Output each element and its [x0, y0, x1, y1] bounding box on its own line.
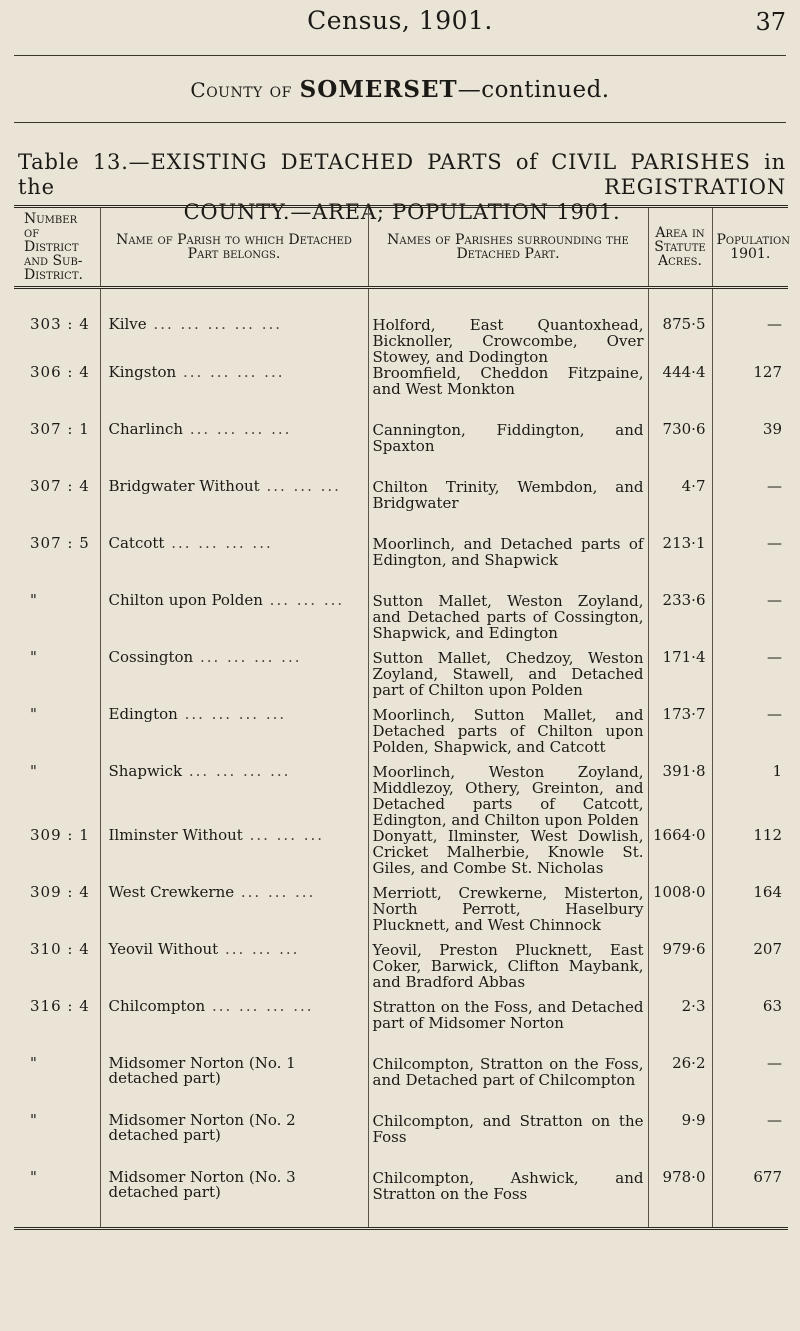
cell-surrounding: Moorlinch, Weston Zoyland, Middlezoy, Othery, Greinton, and Detached parts of Catcott, Edington, and Chilton upon Polden [368, 764, 648, 828]
cell-district: 309 : 4 [30, 883, 90, 901]
cell-parish-name: Midsomer Norton (No. 1 detached part) [100, 1056, 368, 1113]
cell-population: 127 [712, 365, 788, 422]
cell-area: 233·6 [648, 593, 712, 650]
cell-surrounding: Moorlinch, Sutton Mallet, and Detached parts of Chilton upon Polden, Shapwick, and Catcott [368, 707, 648, 764]
parish-name: Ilminster Without [108, 826, 243, 844]
cell-parish-name: Ilminster Without ... ... ... [100, 828, 368, 885]
table-row [14, 707, 788, 764]
cell-population: — [712, 650, 788, 707]
cell-parish-name: Catcott ... ... ... ... [100, 536, 368, 593]
col-header-district: Number of District and Sub-District. [14, 207, 100, 288]
table-row [14, 999, 788, 1056]
cell-district: 316 : 4 [30, 997, 90, 1015]
cell-area: 1664·0 [648, 828, 712, 885]
cell-population: — [712, 593, 788, 650]
parish-name: Edington [108, 705, 178, 723]
cell-area: 730·6 [648, 422, 712, 479]
cell-surrounding: Chilcompton, Stratton on the Foss, and Detached part of Chilcompton [368, 1056, 648, 1113]
cell-surrounding: Donyatt, Ilminster, West Dowlish, Cricket Malherbie, Knowle St. Giles, and Combe St. Nicholas [368, 828, 648, 885]
page-header [0, 6, 800, 46]
county-title [0, 76, 800, 103]
cell-district: " [30, 1054, 38, 1072]
cell-surrounding: Merriott, Crewkerne, Misterton, North Perrott, Haselbury Plucknett, and West Chinnock [368, 885, 648, 942]
cell-parish-name: Charlinch ... ... ... ... [100, 422, 368, 479]
county-rule [14, 122, 786, 123]
table-row [14, 942, 788, 999]
cell-district: 307 : 5 [30, 534, 90, 552]
cell-population: 39 [712, 422, 788, 479]
cell-parish-name: Bridgwater Without ... ... ... [100, 479, 368, 536]
table-row [14, 650, 788, 707]
cell-district: " [14, 1170, 100, 1229]
parish-name: Cossington [108, 648, 194, 666]
table-row [14, 1170, 788, 1229]
cell-population: — [712, 1113, 788, 1170]
cell-area: 978·0 [648, 1170, 712, 1229]
table-body [14, 288, 788, 1229]
cell-population: 164 [712, 885, 788, 942]
county-prefix: County of [190, 78, 292, 102]
cell-district: " [30, 762, 38, 780]
cell-population: 1 [712, 764, 788, 828]
county-name: SOMERSET [299, 76, 458, 103]
cell-district: " [30, 648, 38, 666]
table-row [14, 1056, 788, 1113]
table-row [14, 288, 788, 366]
cell-parish-name: Cossington ... ... ... ... [100, 650, 368, 707]
parish-name: Chilton upon Polden [108, 591, 263, 609]
cell-surrounding: Chilton Trinity, Wembdon, and Bridgwater [368, 479, 648, 536]
cell-surrounding: Sutton Mallet, Chedzoy, Weston Zoyland, Stawell, and Detached part of Chilton upon Polden [368, 650, 648, 707]
county-suffix: —continued. [457, 77, 610, 103]
cell-district: 306 : 4 [30, 363, 90, 381]
cell-parish-name: Kingston ... ... ... ... [100, 365, 368, 422]
cell-area: 391·8 [648, 764, 712, 828]
parish-name: Kingston [108, 363, 177, 381]
cell-area: 9·9 [648, 1113, 712, 1170]
table-row [14, 1113, 788, 1170]
cell-area: 2·3 [648, 999, 712, 1056]
cell-parish-name: West Crewkerne ... ... ... [100, 885, 368, 942]
top-rule [14, 55, 786, 56]
cell-surrounding: Holford, East Quantoxhead, Bicknoller, Crowcombe, Over Stowey, and Dodington [368, 288, 648, 366]
cell-area: 875·5 [648, 288, 712, 366]
cell-parish-name: Chilcompton ... ... ... ... [100, 999, 368, 1056]
table-row [14, 885, 788, 942]
cell-area: 171·4 [648, 650, 712, 707]
table-title-line1: Table 13.—EXISTING DETACHED PARTS of CIVIL PARISHES in the REGISTRATION [18, 150, 786, 199]
cell-area: 213·1 [648, 536, 712, 593]
table-row [14, 365, 788, 422]
table-row [14, 828, 788, 885]
cell-surrounding: Sutton Mallet, Weston Zoyland, and Detached parts of Cossington, Shapwick, and Edington [368, 593, 648, 650]
cell-district: 307 : 1 [30, 420, 90, 438]
col-header-population: Population 1901. [712, 207, 788, 288]
parish-name: Catcott [108, 534, 165, 552]
cell-district: 309 : 1 [30, 826, 90, 844]
cell-parish-name: Yeovil Without ... ... ... [100, 942, 368, 999]
parish-name: Shapwick [108, 762, 183, 780]
parish-name: Yeovil Without [108, 940, 219, 958]
cell-district: 307 : 4 [30, 477, 90, 495]
cell-district: " [30, 1111, 38, 1129]
cell-area: 4·7 [648, 479, 712, 536]
cell-parish-name: Edington ... ... ... ... [100, 707, 368, 764]
running-title: Census, 1901. [307, 6, 493, 35]
parish-name: Chilcompton [108, 997, 206, 1015]
cell-district: " [30, 705, 38, 723]
cell-district: 310 : 4 [30, 940, 90, 958]
cell-area: 444·4 [648, 365, 712, 422]
cell-population: 677 [712, 1170, 788, 1229]
col-header-area: Area in Statute Acres. [648, 207, 712, 288]
cell-surrounding: Moorlinch, and Detached parts of Edington, and Shapwick [368, 536, 648, 593]
table-row [14, 479, 788, 536]
page-number: 37 [755, 8, 786, 36]
parish-name: Bridgwater Without [108, 477, 260, 495]
cell-area: 26·2 [648, 1056, 712, 1113]
col-header-parish-name: Name of Parish to which Detached Part belongs. [100, 207, 368, 288]
table-row [14, 764, 788, 828]
table-row [14, 422, 788, 479]
cell-surrounding: Yeovil, Preston Plucknett, East Coker, Barwick, Clifton Maybank, and Bradford Abbas [368, 942, 648, 999]
cell-district: " [30, 591, 38, 609]
table-title-line2: COUNTY.—AREA; POPULATION 1901. [183, 200, 621, 224]
cell-surrounding: Chilcompton, and Stratton on the Foss [368, 1113, 648, 1170]
col-header-surrounding: Names of Parishes surrounding the Detached Part. [368, 207, 648, 288]
cell-district: 303 : 4 [30, 315, 90, 333]
cell-area: 173·7 [648, 707, 712, 764]
cell-population: — [712, 1056, 788, 1113]
cell-population: 207 [712, 942, 788, 999]
cell-parish-name: Midsomer Norton (No. 3 detached part) [100, 1170, 368, 1229]
cell-population: 112 [712, 828, 788, 885]
table-header-row [14, 207, 788, 288]
cell-surrounding: Stratton on the Foss, and Detached part of Midsomer Norton [368, 999, 648, 1056]
parish-name: West Crewkerne [108, 883, 235, 901]
cell-population: — [712, 536, 788, 593]
detached-parts-table [14, 205, 788, 1230]
cell-population: 63 [712, 999, 788, 1056]
parish-name: Charlinch [108, 420, 184, 438]
cell-parish-name: Shapwick ... ... ... ... [100, 764, 368, 828]
cell-parish-name: Chilton upon Polden ... ... ... [100, 593, 368, 650]
cell-surrounding: Chilcompton, Ashwick, and Stratton on the Foss [368, 1170, 648, 1229]
table-row [14, 536, 788, 593]
cell-population: — [712, 707, 788, 764]
parish-name: Kilve [108, 315, 147, 333]
cell-parish-name: Midsomer Norton (No. 2 detached part) [100, 1113, 368, 1170]
cell-surrounding: Cannington, Fiddington, and Spaxton [368, 422, 648, 479]
cell-population: — [712, 479, 788, 536]
cell-surrounding: Broomfield, Cheddon Fitzpaine, and West Monkton [368, 365, 648, 422]
cell-population: — [712, 288, 788, 366]
cell-area: 979·6 [648, 942, 712, 999]
cell-parish-name: Kilve ... ... ... ... ... [100, 288, 368, 366]
cell-area: 1008·0 [648, 885, 712, 942]
table-row [14, 593, 788, 650]
